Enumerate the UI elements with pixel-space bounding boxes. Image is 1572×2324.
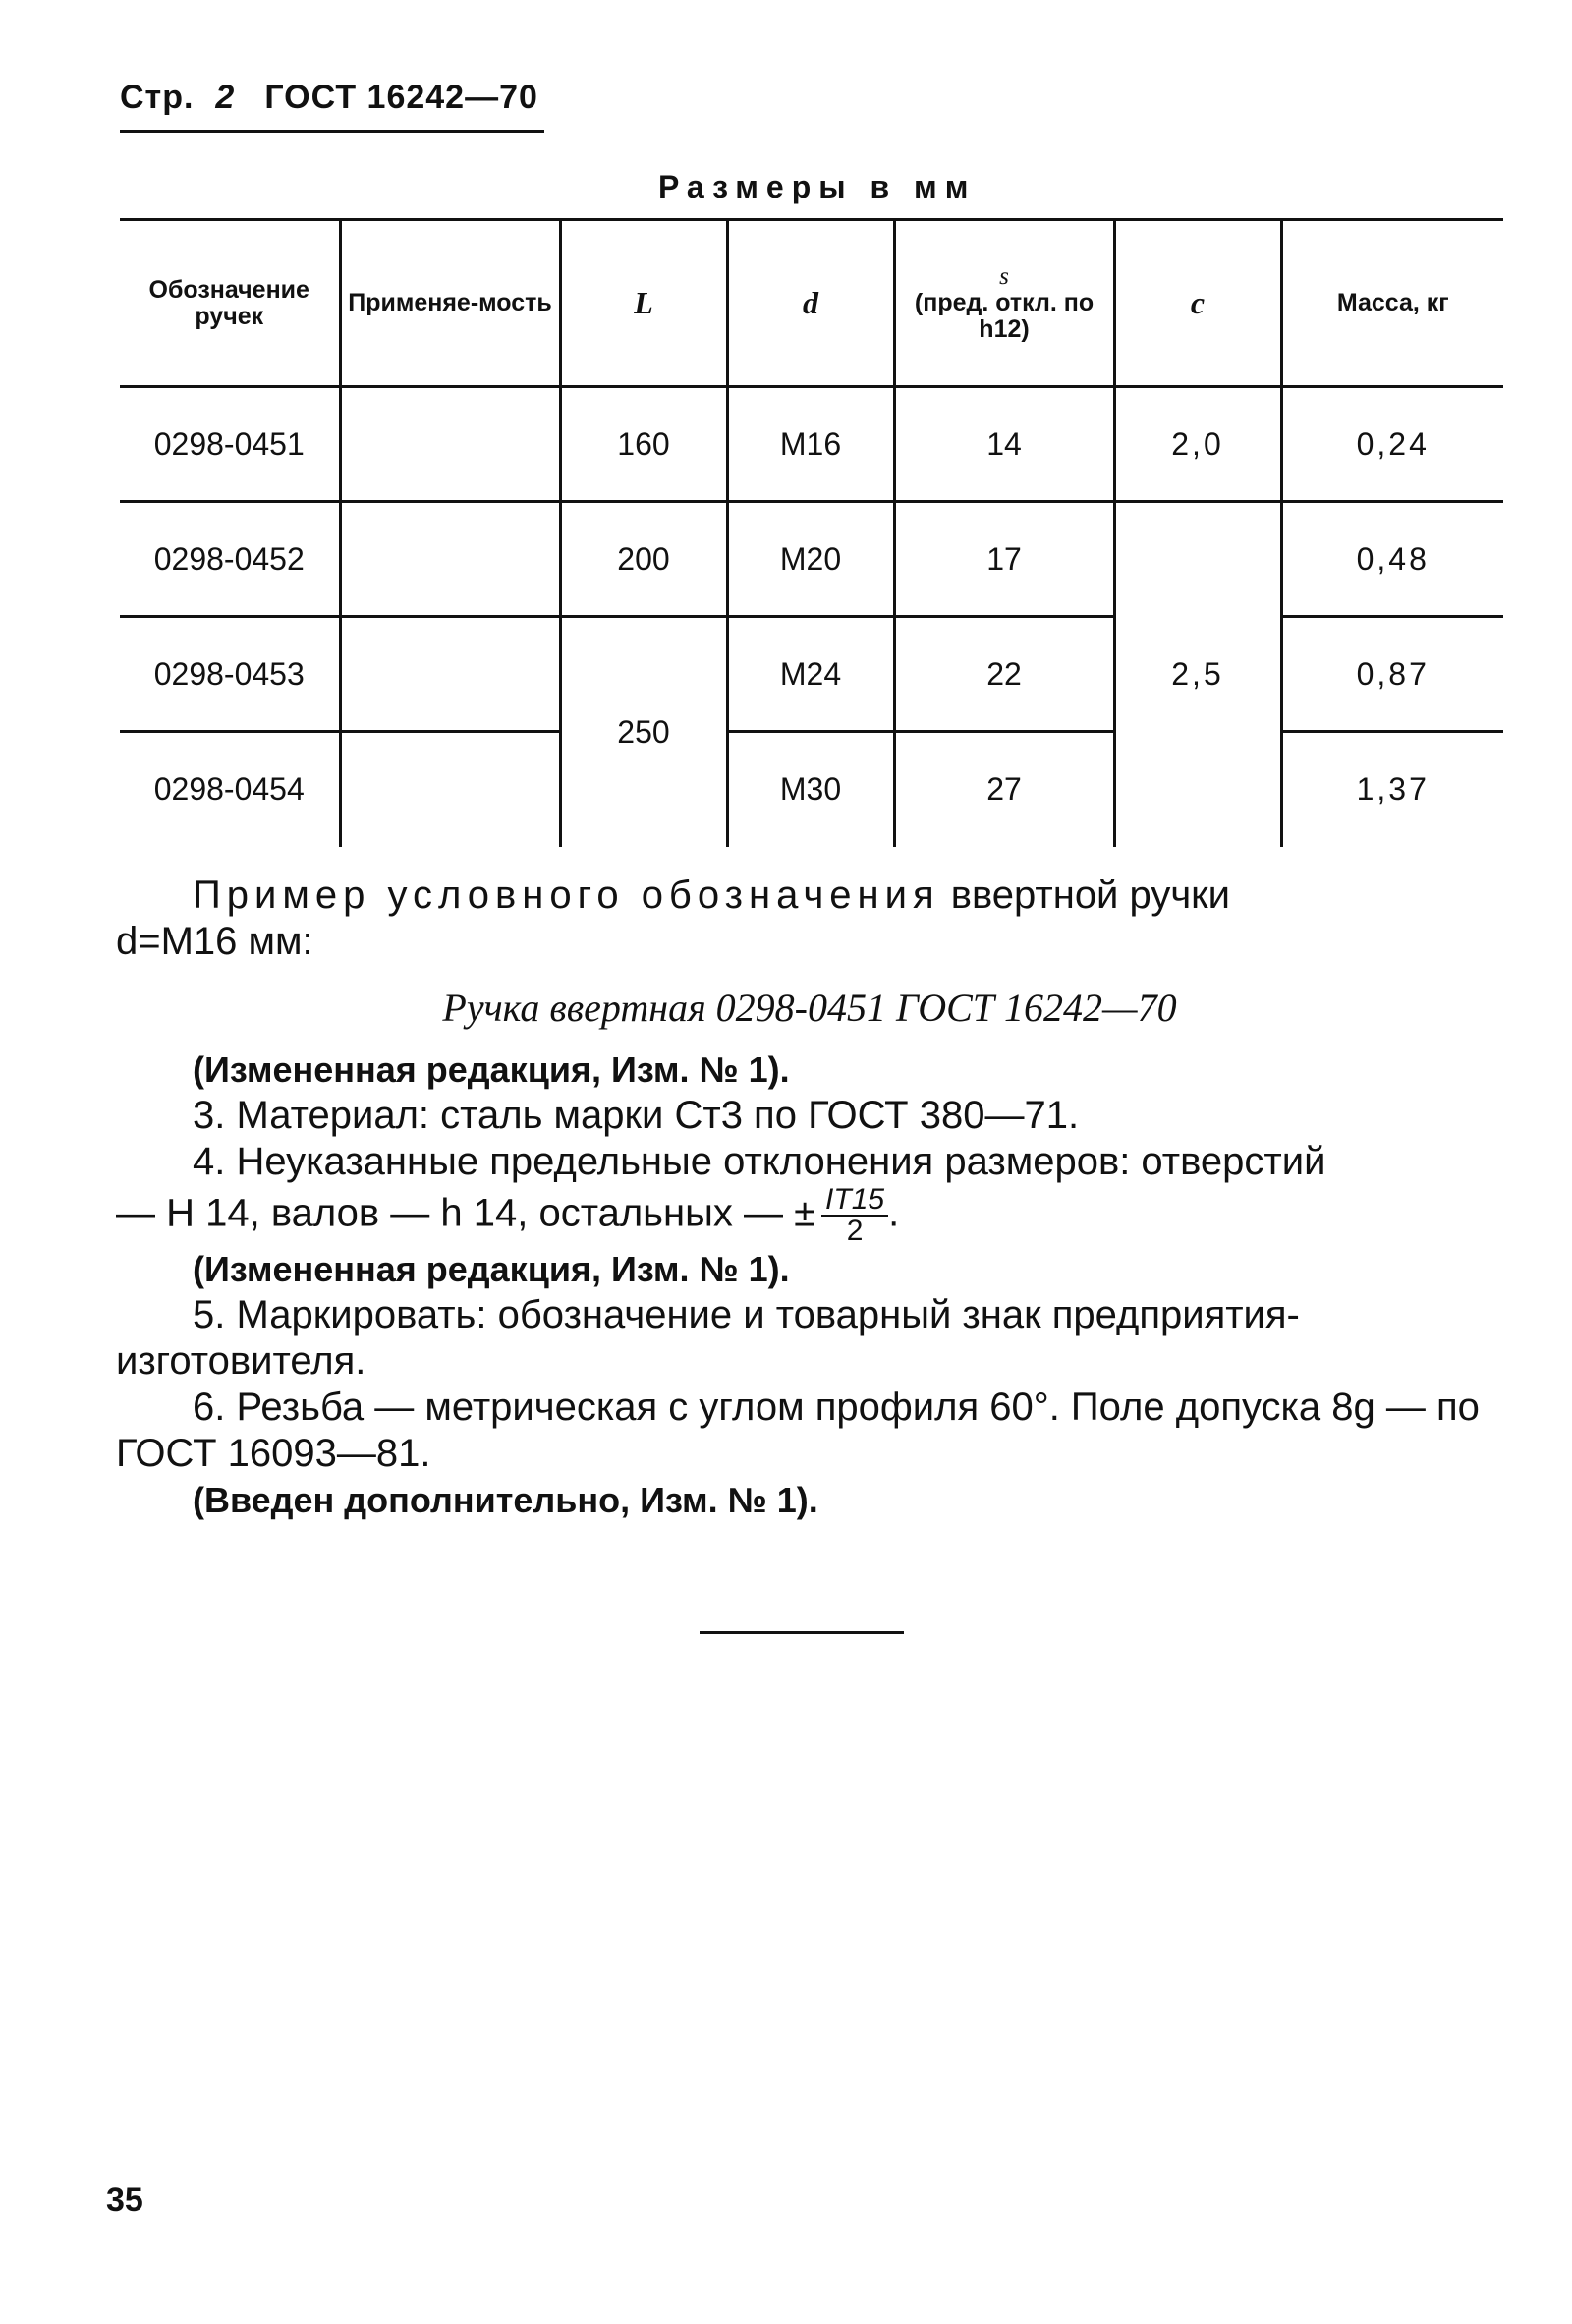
cell-designation: 0298-0452	[120, 502, 340, 617]
col-header-designation: Обозначение ручек	[120, 220, 340, 387]
col-header-s-symbol: s	[999, 263, 1009, 291]
cell-d: M30	[727, 732, 894, 847]
cell-L: 200	[560, 502, 727, 617]
fraction-denominator: 2	[846, 1215, 864, 1247]
end-rule	[700, 1631, 904, 1634]
item-3: 3. Материал: сталь марки Ст3 по ГОСТ 380—71.	[193, 1094, 1080, 1137]
cell-applicability	[340, 732, 560, 847]
cell-s: 14	[894, 387, 1114, 502]
item-6: 6. Резьба — метрическая с углом профиля 60°. Поле допуска 8g — по ГОСТ 16093—81.	[116, 1386, 1480, 1475]
col-header-s	[894, 220, 1114, 387]
cell-c: 2,0	[1114, 387, 1281, 502]
example-designation: Ручка ввертная 0298-0451 ГОСТ 16242—70	[442, 986, 1177, 1030]
cell-s: 17	[894, 502, 1114, 617]
cell-mass: 0,48	[1281, 502, 1503, 617]
item-4-line2	[116, 1185, 1503, 1246]
cell-applicability	[340, 387, 560, 502]
cell-d: M20	[727, 502, 894, 617]
cell-designation: 0298-0451	[120, 387, 340, 502]
cell-mass: 1,37	[1281, 732, 1503, 847]
page-label: Стр.	[120, 79, 195, 116]
cell-designation: 0298-0453	[120, 617, 340, 732]
change-note-1: (Измененная редакция, Изм. № 1).	[193, 1049, 790, 1090]
cell-mass: 0,87	[1281, 617, 1503, 732]
cell-L-merged: 250	[560, 617, 727, 847]
standard-number: ГОСТ 16242—70	[264, 79, 538, 116]
cell-s: 22	[894, 617, 1114, 732]
cell-applicability	[340, 617, 560, 732]
example-intro-spaced: Пример условного обозначения	[193, 874, 940, 917]
added-note: (Введен дополнительно, Изм. № 1).	[193, 1480, 818, 1520]
col-header-c: c	[1114, 220, 1281, 387]
cell-s: 27	[894, 732, 1114, 847]
table-row	[120, 502, 1503, 617]
col-header-mass: Масса, кг	[1281, 220, 1503, 387]
dimensions-caption: Размеры в мм	[658, 169, 977, 204]
body-text	[116, 873, 1503, 1523]
cell-designation: 0298-0454	[120, 732, 340, 847]
item-4-end: .	[888, 1191, 900, 1235]
table-row	[120, 387, 1503, 502]
cell-mass: 0,24	[1281, 387, 1503, 502]
cell-applicability	[340, 502, 560, 617]
item-5: 5. Маркировать: обозначение и товарный знак предприятия-изготовителя.	[116, 1293, 1300, 1383]
example-intro-rest: ввертной ручки	[939, 874, 1230, 917]
example-intro-line2: d=M16 мм:	[116, 920, 313, 963]
item-4-line1: 4. Неуказанные предельные отклонения размеров: отверстий	[193, 1140, 1326, 1183]
col-header-d: d	[727, 220, 894, 387]
col-header-s-note: (пред. откл. по h12)	[914, 289, 1095, 343]
spec-table	[120, 218, 1503, 847]
tolerance-fraction	[821, 1185, 888, 1246]
header-rule	[120, 130, 544, 133]
item-4-text: — H 14, валов — h 14, остальных — ±	[116, 1191, 816, 1235]
example-intro	[116, 873, 1503, 919]
change-note-2: (Измененная редакция, Изм. № 1).	[193, 1249, 790, 1289]
col-header-L: L	[560, 220, 727, 387]
cell-d: M16	[727, 387, 894, 502]
col-header-applicability: Применяе-мость	[340, 220, 560, 387]
cell-L: 160	[560, 387, 727, 502]
fraction-numerator: IT15	[821, 1185, 888, 1217]
page-number: 35	[106, 2182, 143, 2219]
table-row	[120, 732, 1503, 847]
running-header	[120, 79, 538, 117]
cell-c-merged: 2,5	[1114, 502, 1281, 847]
table-row	[120, 617, 1503, 732]
page-num: 2	[215, 79, 236, 116]
table-header-row	[120, 220, 1503, 387]
cell-d: M24	[727, 617, 894, 732]
